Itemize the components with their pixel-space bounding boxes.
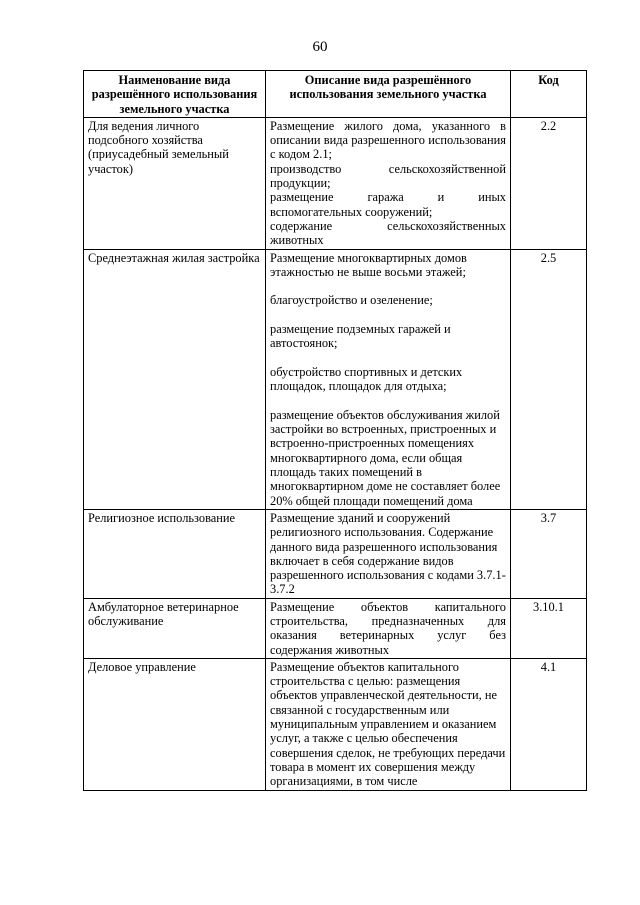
table-row xyxy=(84,117,587,249)
description-line: производство сельскохозяйственной продукции; xyxy=(270,161,506,191)
description-line: Размещение объектов капитального строительства с целью: размещения объектов управленческой деятельности, не связанной с государственным или муниципальным управлением и оказанием услуг, а также с целью обеспечения совершения сделок, не требующих передачи товара в момент их совершения между организациями, в том числе xyxy=(270,659,506,789)
row-name: Деловое управление xyxy=(84,658,266,790)
table-row xyxy=(84,598,587,658)
description-line: размещение объектов обслуживания жилой застройки во встроенных, пристроенных и встроенно-пристроенных помещениях многоквартирного дома, если общая площадь таких помещений в многоквартирном доме не составляет более 20% общей площади помещений дома xyxy=(270,407,501,508)
table-row xyxy=(84,249,587,509)
row-code: 2.5 xyxy=(511,249,587,509)
row-description xyxy=(266,249,511,509)
row-code: 3.10.1 xyxy=(511,598,587,658)
description-line: содержание сельскохозяйственных животных xyxy=(270,218,506,248)
header-description: Описание вида разрешённого использования земельного участка xyxy=(266,71,511,118)
description-line: размещение подземных гаражей и автостоянок; xyxy=(270,322,451,351)
row-code: 4.1 xyxy=(511,658,587,790)
row-code: 2.2 xyxy=(511,117,587,249)
description-line: Размещение многоквартирных домов этажностью не выше восьми этажей; xyxy=(270,250,467,279)
row-code: 3.7 xyxy=(511,509,587,598)
table-row xyxy=(84,658,587,790)
header-code: Код xyxy=(511,71,587,118)
row-description xyxy=(266,658,511,790)
table-header-row xyxy=(84,71,587,118)
row-description xyxy=(266,509,511,598)
row-name: Среднеэтажная жилая застройка xyxy=(84,249,266,509)
description-line: Размещение зданий и сооружений религиозного использования. Содержание данного вида разрешенного использования включает в себя содержание видов разрешенного использования с кодами 3.7.1-3.7.2 xyxy=(270,510,506,597)
row-name: Амбулаторное ветеринарное обслуживание xyxy=(84,598,266,658)
header-name: Наименование вида разрешённого использования земельного участка xyxy=(84,71,266,118)
row-description xyxy=(266,117,511,249)
description-line: обустройство спортивных и детских площадок, площадок для отдыха; xyxy=(270,364,463,394)
row-name: Для ведения личного подсобного хозяйства (приусадебный земельный участок) xyxy=(84,117,266,249)
land-use-table xyxy=(83,70,587,791)
description-line: Размещение объектов капитального строительства, предназначенных для оказания ветеринарных услуг без содержания животных xyxy=(270,599,506,657)
page-number: 60 xyxy=(312,39,328,55)
table-row xyxy=(84,509,587,598)
row-name: Религиозное использование xyxy=(84,509,266,598)
description-line: размещение гаража и иных вспомогательных сооружений; xyxy=(270,190,506,219)
description-line: Размещение жилого дома, указанного в описании вида разрешенного использования с кодом 2.1; xyxy=(270,118,506,162)
row-description xyxy=(266,598,511,658)
description-line: благоустройство и озеленение; xyxy=(270,293,433,308)
